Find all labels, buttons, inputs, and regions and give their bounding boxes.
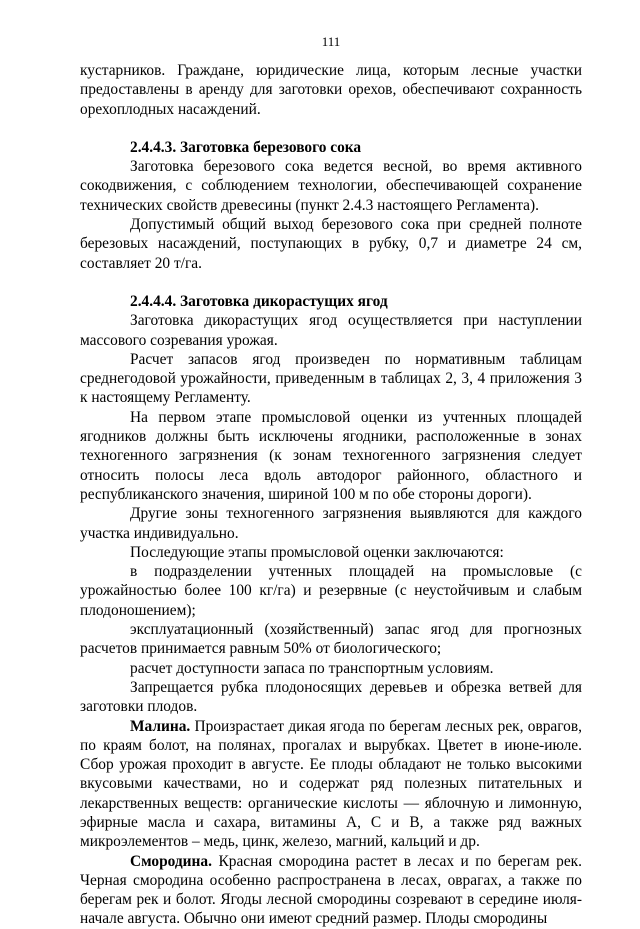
paragraph-continuation: кустарников. Граждане, юридические лица, которым лесные участки предоставлены в аренду для заготовки орехов, обеспечивают сохранность орехоплодных насаждений. [80,62,582,118]
paragraph-berries-subdivision: в подразделении учтенных площадей на промысловые (с урожайностью более 100 кг/га) и резервные (с неустойчивым и слабым плодоношением); [80,563,582,619]
section-gap [80,273,582,292]
raspberry-lead: Малина. [130,717,191,735]
paragraph-birch-sap-method: Заготовка березового сока ведется весной, во время активного сокодвижения, с соблюдением технологии, обеспечивающей сохранение технических свойств древесины (пункт 2.4.3 настоящего Регламента). [80,158,582,214]
section-heading-wild-berries: 2.4.4.4. Заготовка дикорастущих ягод [130,292,388,310]
paragraph-currant [80,852,582,929]
page-number: 111 [321,34,341,49]
paragraph-birch-sap-yield: Допустимый общий выход березового сока при средней полноте березовых насаждений, поступающих в рубку, 0,7 и диаметре 24 см, составляет 20 т/га. [80,216,582,272]
section-heading-birch-sap: 2.4.4.3. Заготовка березового сока [130,138,362,156]
currant-text: Красная смородина растет в лесах и по берегам рек. Черная смородина особенно распространена в лесах, оврагах, а также по берегам рек и болот. Ягоды лесной смородины созревают в середине июля- начале августа. Обычно они имеют средний размер. Плоды смородины [80,852,582,928]
document-body [80,61,582,929]
section-gap [80,119,582,138]
paragraph-berries-calculation: Расчет запасов ягод произведен по нормативным таблицам среднегодовой урожайности, приведенным в таблицах 2, 3, 4 приложения 3 к настоящему Регламенту. [80,350,582,407]
paragraph-berries-operational-stock: эксплуатационный (хозяйственный) запас ягод для прогнозных расчетов принимается равным 50% от биологического; [80,621,582,658]
paragraph-berries-prohibition: Запрещается рубка плодоносящих деревьев и обрезка ветвей для заготовки плодов. [80,678,582,716]
raspberry-text: Произрастает дикая ягода по берегам лесных рек, оврагов, по краям болот, на полянах, прогалах и вырубках. Цветет в июне-июле. Сбор урожая проходит в августе. Ее плоды обладают не только высокими вкусовыми качествами, но и содержат ряд полезных питательных и лекарственных веществ: органические кислоты — яблочную и лимонную, эфирные масла и сахара, витамины А, С и В, а также ряд важных микроэлементов – медь, цинк, железо, магний, кальций и др. [80,717,582,851]
paragraph-berries-next-stages: Последующие этапы промысловой оценки заключаются: [130,543,504,561]
paragraph-berries-timing: Заготовка дикорастущих ягод осуществляется при наступлении массового созревания урожая. [80,312,582,349]
paragraph-raspberry [80,717,582,852]
paragraph-berries-first-stage: На первом этапе промысловой оценки из учтенных площадей ягодников должны быть исключены ягодники, расположенные в зонах техногенного загрязнения (к зонам техногенного загрязнения следует относить полосы леса вдоль автодорог районного, областного и республиканского значения, шириной 100 м по обе стороны дороги). [80,408,582,503]
currant-lead: Смородина. [130,852,212,870]
paragraph-berries-other-zones: Другие зоны техногенного загрязнения выявляются для каждого участка индивидуально. [80,505,582,542]
paragraph-berries-transport: расчет доступности запаса по транспортным условиям. [130,659,494,677]
